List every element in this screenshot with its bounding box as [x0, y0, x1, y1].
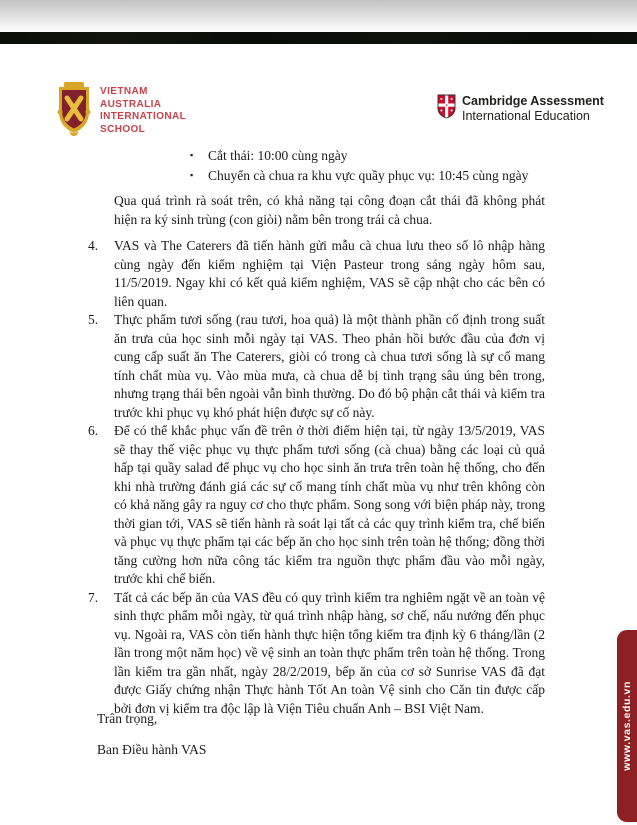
- numbered-item: [88, 422, 545, 589]
- item-number: 7.: [88, 589, 99, 605]
- numbered-list: [88, 237, 545, 718]
- vas-logo-line: AUSTRALIA: [100, 98, 162, 110]
- vas-logo-line: INTERNATIONAL: [100, 111, 187, 122]
- item-text: VAS và The Caterers đã tiến hành gửi mẫu cà chua lưu theo số lô nhập hàng cùng ngày đến kiểm nghiệm tại Viện Pasteur trong sáng ngày hôm sau, 11/5/2019. Ngay khi có kết quả kiểm nghiệm, VAS sẽ cập nhật cho các bên có liên quan.: [114, 238, 545, 309]
- numbered-item: [88, 237, 545, 311]
- bullet-square-icon: ▪: [190, 150, 194, 160]
- item-number: 6.: [88, 423, 99, 438]
- item-text: Để có thể khắc phục vấn đề trên ở thời điểm hiện tại, từ ngày 13/5/2019, VAS sẽ thay thế việc phục vụ thực phẩm tươi sống (cà chua) bằng các loại củ quả hấp tại quầy salad để phục vụ cho học sinh ăn trưa trên toàn hệ thống, cho đến khi nhà trường đánh giá các sự cố mang tính chất mùa vụ như trên không còn có khả năng gây ra nguy cơ cho thực phẩm. Song song với biện pháp này, trong thời gian tới, VAS sẽ tiến hành rà soát lại tất cả các quy trình kiểm tra, chế biến và phục vụ thực phẩm tại các bếp ăn cho học sinh trên toàn hệ thống; đồng thời tăng cường hơn nữa công tác kiểm tra nguồn thực phẩm đầu vào mỗi ngày, trước khi chế biến.: [114, 423, 545, 586]
- top-black-bar: [0, 32, 637, 44]
- cambridge-wordmark: [462, 94, 604, 123]
- list-item: [190, 146, 590, 166]
- item-number: 4.: [88, 238, 99, 253]
- vas-crest-icon: [57, 82, 91, 142]
- list-item: [190, 166, 590, 186]
- cambridge-shield-icon: [437, 94, 456, 124]
- intro-paragraph: Qua quá trình rà soát trên, có khả năng tại công đoạn cắt thái đã không phát hiện ra ký sinh trùng (con giòi) nằm bên trong trái cà chua.: [114, 193, 545, 227]
- numbered-item: [88, 589, 545, 719]
- top-gradient: [0, 0, 637, 32]
- cambridge-logo: [437, 94, 604, 124]
- cambridge-line2: International Education: [462, 108, 590, 123]
- numbered-item: [88, 311, 545, 422]
- website-url: www.vas.edu.vn: [621, 681, 633, 771]
- vas-logo-line: SCHOOL: [100, 123, 146, 135]
- closing-regards: Trân trọng,: [97, 711, 158, 726]
- bullet-text: Chuyển cà chua ra khu vực quầy phục vụ: 10:45 cùng ngày: [208, 167, 529, 183]
- schedule-bullet-list: [190, 146, 590, 185]
- item-text: Tất cả các bếp ăn của VAS đều có quy trình kiểm tra nghiêm ngặt về an toàn vệ sinh thực phẩm mỗi ngày, từ quá trình nhập hàng, sơ chế, nấu nướng đến phục vụ. Ngoài ra, VAS còn tiến hành thực hiện tổng kiểm tra định kỳ 6 tháng/lần (2 lần trong một năm học) về vệ sinh an toàn thực phẩm trên toàn hệ thống. Trong lần kiểm tra gần nhất, ngày 28/2/2019, bếp ăn của cơ sở Sunrise VAS đã đạt được Giấy chứng nhận Thực hành Tốt An toàn Vệ sinh cho Căn tin được cấp bởi đơn vị kiểm tra độc lập là Viện Tiêu chuẩn Anh – BSI Việt Nam.: [114, 589, 545, 716]
- vas-logo-line: VIETNAM: [100, 86, 148, 97]
- bullet-square-icon: ▪: [190, 169, 194, 180]
- item-number: 5.: [88, 312, 99, 327]
- bullet-text: Cắt thái: 10:00 cùng ngày: [208, 148, 348, 163]
- item-text: Thực phẩm tươi sống (rau tươi, hoa quả) là một thành phần cố định trong suất ăn trưa của học sinh mỗi ngày tại VAS. Theo phản hồi bước đầu của đơn vị cung cấp suất ăn The Caterers, giòi có trong cà chua tươi sống là sự cố mang tính chất mùa vụ. Vào mùa mưa, cà chua dễ bị tình trạng sâu úng bên trong, nhưng trạng thái bên ngoài vẫn bình thường. Do đó bộ phận cắt thái và kiểm tra trước khi phục vụ khó phát hiện được sự cố này.: [114, 312, 545, 420]
- cambridge-line1: Cambridge Assessment: [462, 94, 604, 108]
- website-ribbon: [617, 630, 637, 822]
- closing-signature: Ban Điều hành VAS: [97, 742, 207, 757]
- vas-logo: [57, 82, 186, 142]
- vas-logo-wordmark: [100, 82, 186, 136]
